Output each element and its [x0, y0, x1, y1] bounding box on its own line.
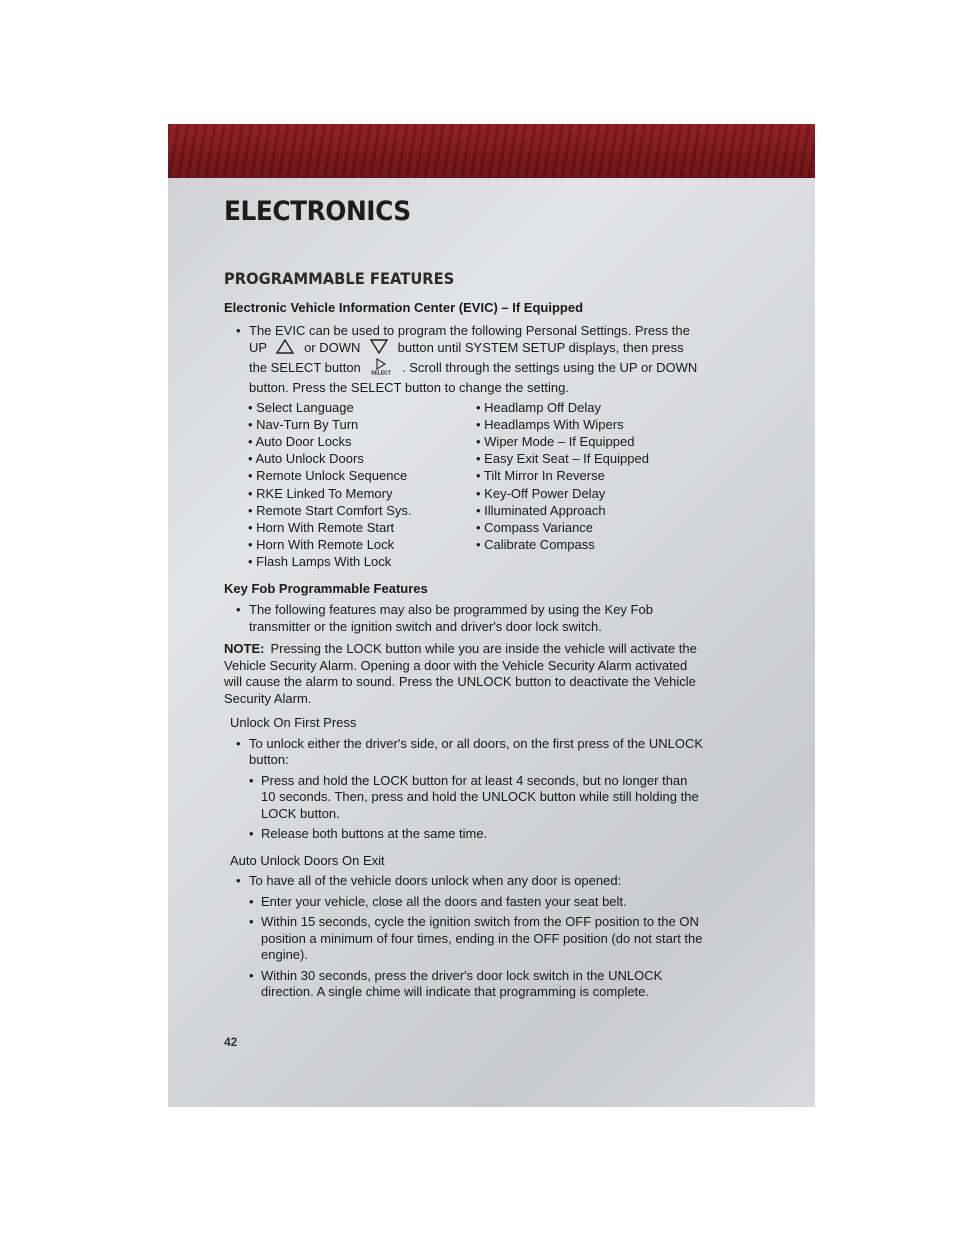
manual-page — [168, 124, 815, 1107]
bullet-dot: • — [236, 602, 241, 618]
auto-unlock-step — [224, 968, 704, 1001]
setting-item: • Horn With Remote Lock — [248, 537, 395, 553]
setting-item: • Nav-Turn By Turn — [248, 416, 359, 432]
setting-item: • Headlamps With Wipers — [476, 416, 624, 432]
bullet-dot: • — [249, 826, 254, 842]
evic-text-2: or DOWN — [304, 339, 361, 355]
setting-item: • Remote Start Comfort Sys. — [248, 502, 412, 518]
setting-item: • Easy Exit Seat – If Equipped — [476, 451, 649, 467]
bullet-dot: • — [236, 873, 241, 889]
select-icon — [370, 358, 392, 379]
up-arrow-icon — [276, 339, 294, 358]
evic-text-1: The EVIC can be used to program the following Personal Settings. Press the UP — [249, 322, 690, 355]
unlock-first-step — [224, 826, 704, 843]
settings-column-left — [248, 399, 476, 571]
auto-unlock-bullet-text: To have all of the vehicle doors unlock when any door is opened: — [249, 873, 622, 889]
keyfob-bullet-text: The following features may also be programmed by using the Key Fob transmitter or the ignition switch and driver's door lock switch. — [249, 602, 653, 634]
auto-unlock-step-text: Enter your vehicle, close all the doors and fasten your seat belt. — [261, 893, 627, 909]
chapter-title: ELECTRONICS — [224, 196, 411, 227]
select-icon-label: SELECT — [371, 370, 392, 375]
setting-item: • Illuminated Approach — [476, 502, 606, 518]
bullet-dot: • — [249, 893, 254, 909]
settings-column-right — [476, 399, 704, 571]
setting-item: • Compass Variance — [476, 519, 594, 535]
note-paragraph — [224, 641, 704, 707]
page-number: 42 — [224, 1035, 238, 1049]
setting-item: • Key-Off Power Delay — [476, 485, 606, 501]
down-arrow-icon — [370, 339, 388, 358]
evic-text-4: . Scroll through the settings using the UP or DOWN button. Press the SELECT button to change the setting. — [249, 359, 698, 395]
unlock-first-heading: Unlock On First Press — [230, 715, 357, 731]
unlock-first-bullet-text: To unlock either the driver's side, or all doors, on the first press of the UNLOCK button: — [249, 735, 704, 768]
setting-item: • Remote Unlock Sequence — [248, 468, 408, 484]
auto-unlock-heading: Auto Unlock Doors On Exit — [230, 852, 385, 868]
keyfob-heading: Key Fob Programmable Features — [224, 580, 428, 596]
page-content — [224, 300, 704, 1005]
auto-unlock-step-text: Within 15 seconds, cycle the ignition switch from the OFF position to the ON position a minimum of four times, ending in the OFF position (do not start the engine). — [261, 914, 703, 963]
keyfob-bullet — [224, 602, 704, 635]
evic-text-3: button until SYSTEM SETUP displays, then press the SELECT button — [249, 339, 684, 375]
setting-item: • Calibrate Compass — [476, 537, 595, 553]
bullet-dot: • — [249, 967, 254, 983]
auto-unlock-step — [224, 914, 704, 964]
auto-unlock-step — [224, 894, 704, 911]
setting-item: • Horn With Remote Start — [248, 519, 395, 535]
unlock-first-bullet — [224, 736, 704, 769]
auto-unlock-step-text: Within 30 seconds, press the driver's door lock switch in the UNLOCK direction. A single chime will indicate that programming is complete. — [261, 967, 663, 1000]
unlock-first-step-text: Press and hold the LOCK button for at least 4 seconds, but no longer than 10 seconds. Then, press and hold the UNLOCK button while still holding the LOCK button. — [261, 772, 699, 821]
setting-item: • Auto Door Locks — [248, 433, 352, 449]
bullet-dot: • — [236, 735, 241, 751]
note-label: NOTE: — [224, 641, 265, 657]
bullet-dot: • — [236, 322, 241, 338]
evic-heading: Electronic Vehicle Information Center (EVIC) – If Equipped — [224, 300, 584, 315]
setting-item: • Select Language — [248, 399, 354, 415]
evic-bullet — [224, 322, 704, 396]
bullet-dot: • — [249, 772, 254, 788]
settings-list — [224, 399, 704, 571]
setting-item: • Auto Unlock Doors — [248, 451, 364, 467]
unlock-first-step — [224, 773, 704, 823]
setting-item: • Headlamp Off Delay — [476, 399, 601, 415]
setting-item: • Flash Lamps With Lock — [248, 554, 392, 570]
auto-unlock-bullet — [224, 873, 704, 890]
unlock-first-step-text: Release both buttons at the same time. — [261, 826, 488, 842]
note-text: Pressing the LOCK button while you are inside the vehicle will activate the Vehicle Security Alarm. Opening a door with the Vehicle Security Alarm activated will cause the alarm to sound. Press the UNLOCK button to deactivate the Vehicle Security Alarm. — [224, 641, 697, 706]
setting-item: • Tilt Mirror In Reverse — [476, 468, 605, 484]
section-title: PROGRAMMABLE FEATURES — [224, 269, 455, 288]
setting-item: • Wiper Mode – If Equipped — [476, 433, 635, 449]
bullet-dot: • — [249, 914, 254, 930]
header-banner — [168, 124, 815, 178]
setting-item: • RKE Linked To Memory — [248, 485, 393, 501]
